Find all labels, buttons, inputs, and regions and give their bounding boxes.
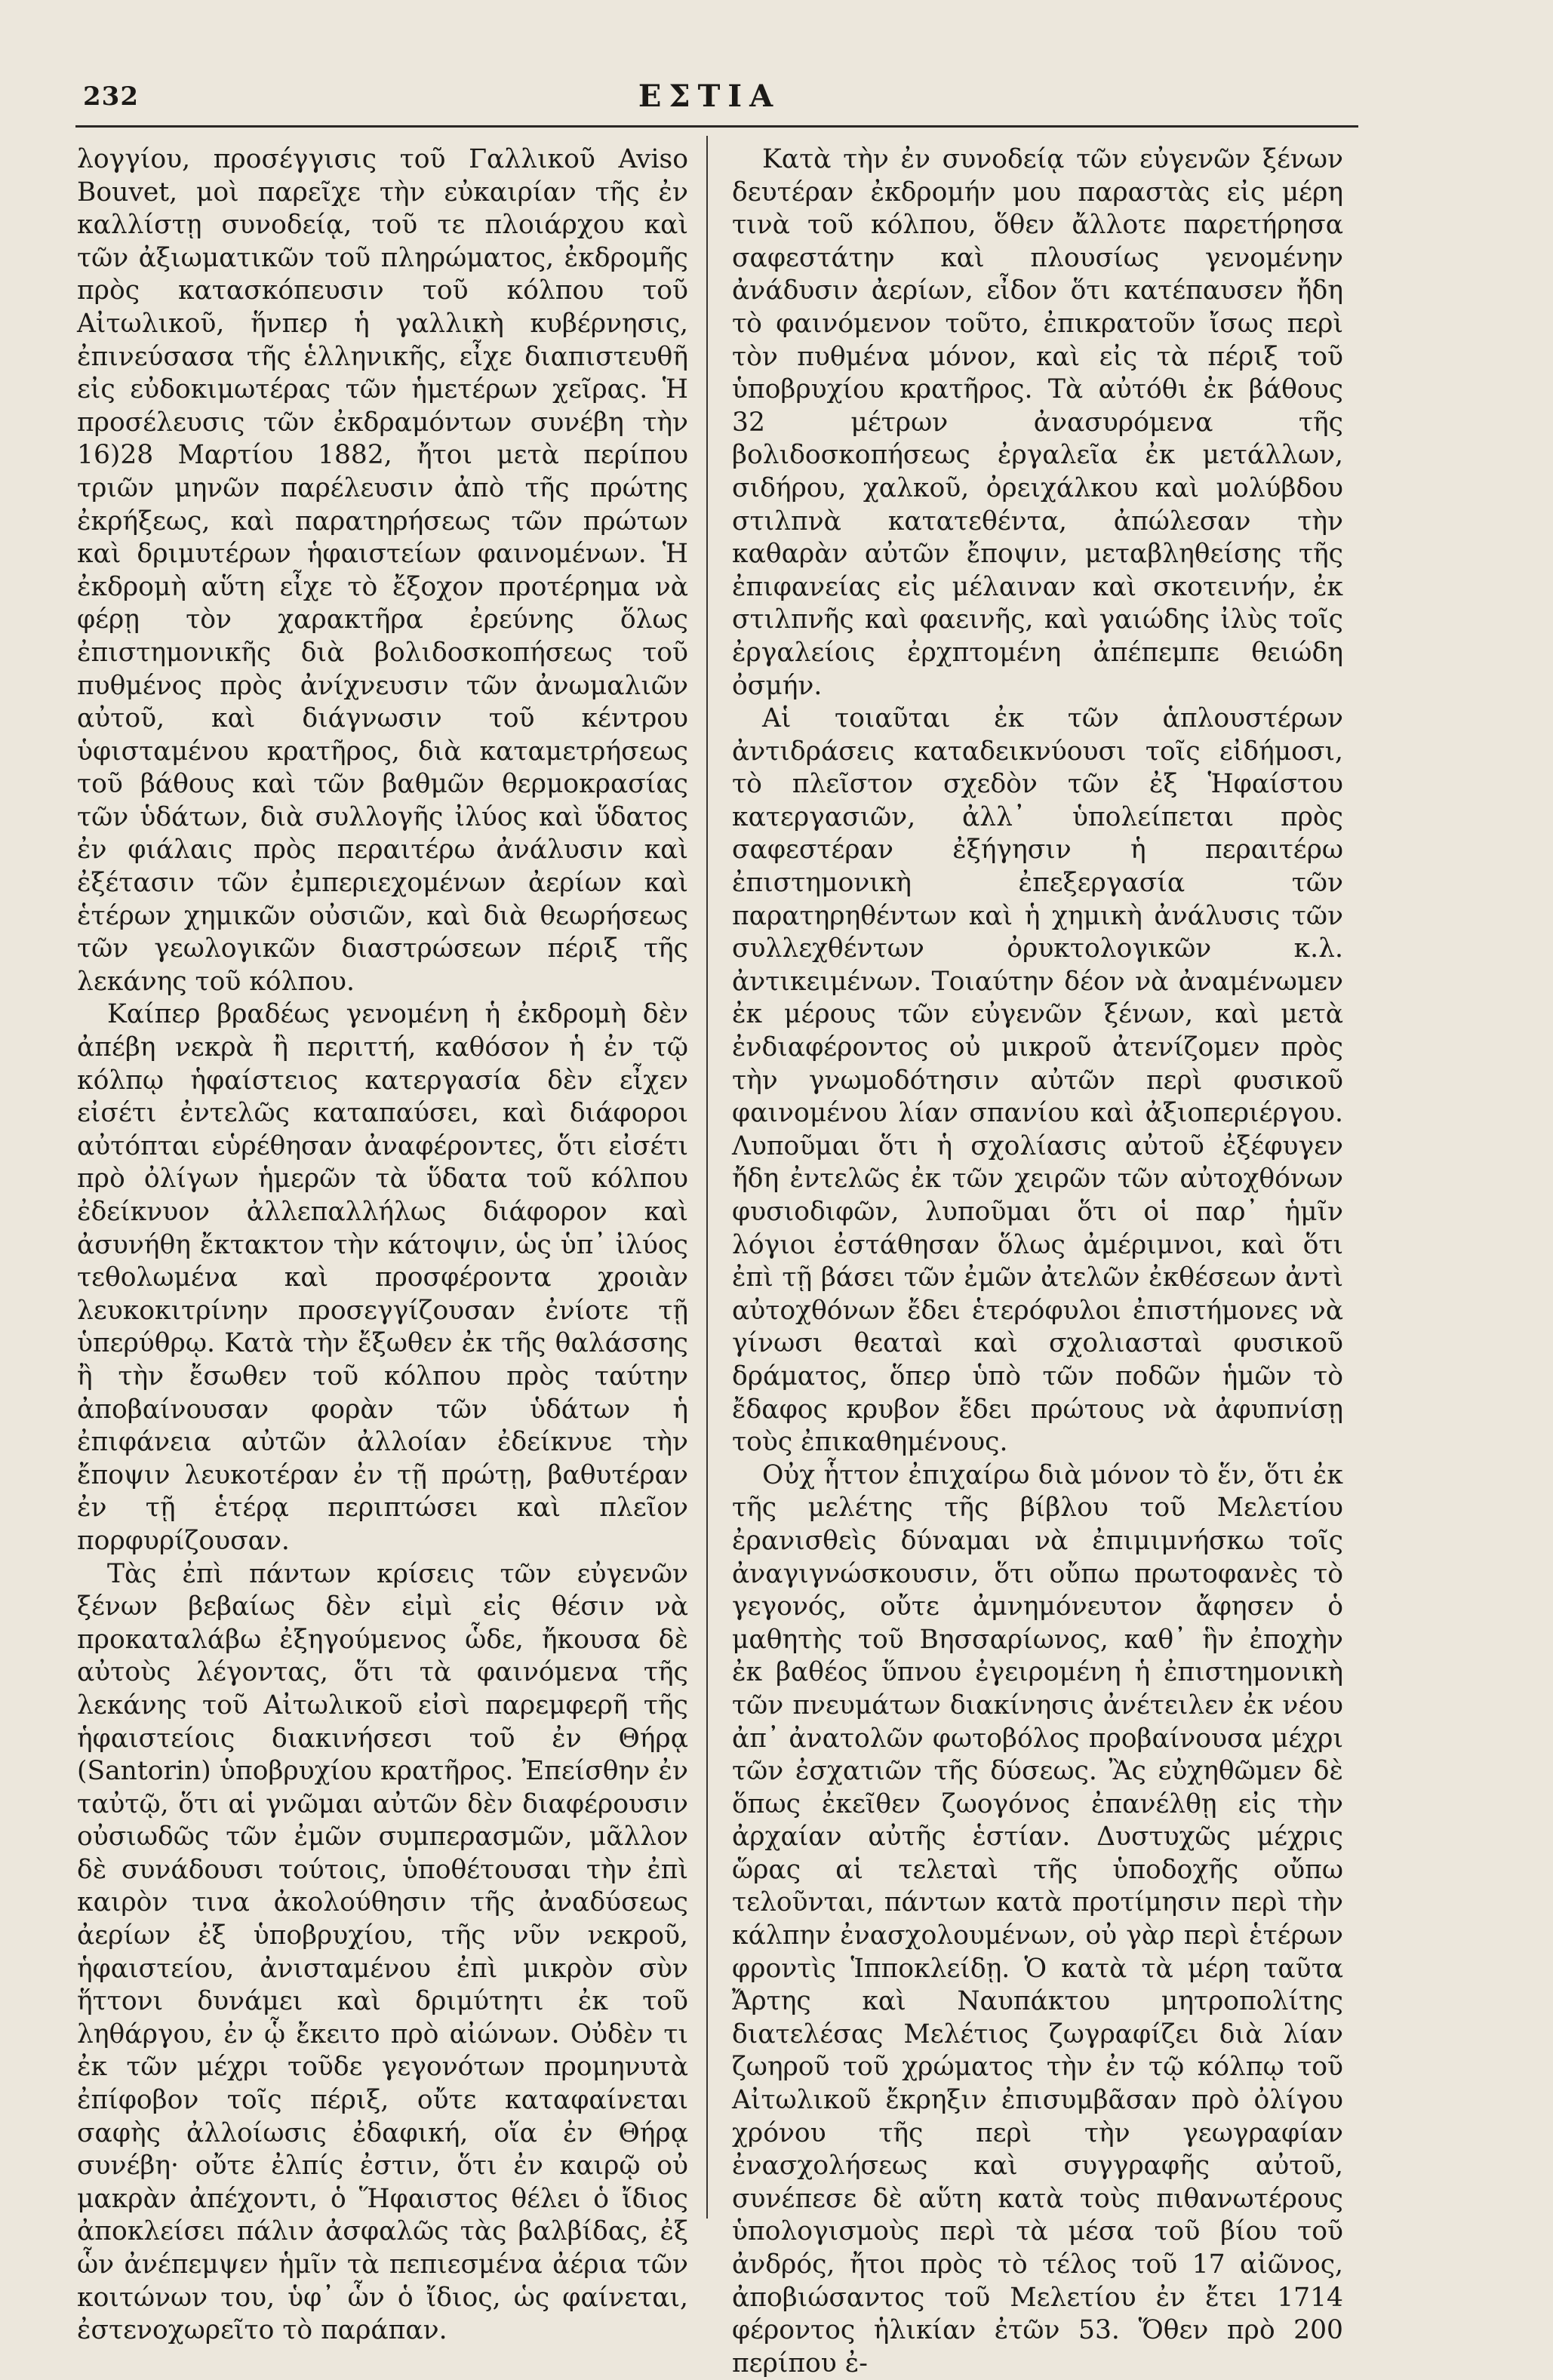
paragraph: Τὰς ἐπὶ πάντων κρίσεις τῶν εὐγενῶν ξένων βεβαίως δὲν εἰμὶ εἰς θέσιν νὰ προκαταλάβω ἐξηγούμενος ὧδε, ἤκουσα δὲ αὐτοὺς λέγοντας, ὅτι τὰ φαινόμενα τῆς λεκάνης τοῦ Αἰτωλικοῦ εἰσὶ παρεμφερῆ τῆς ἡφαιστείοις διακινήσεσι τοῦ ἐν Θήρᾳ (Santorin) ὑποβρυχίου κρατῆρος. Ἐπείσθην ἐν ταὐτῷ, ὅτι αἱ γνῶμαι αὐτῶν δὲν διαφέρουσιν οὐσιωδῶς τῶν ἐμῶν συμπερασμῶν, μᾶλλον δὲ συνάδουσι τούτοις, ὑποθέτουσαι τὴν ἐπὶ καιρὸν τινα ἀκολούθησιν τῆς ἀναδύσεως ἀερίων ἐξ ὑποβρυχίου, τῆς νῦν νεκροῦ, ἡφαιστείου, ἀνισταμένου ἐπὶ μικρὸν σὺν ἥττονι δυνάμει καὶ δριμύτητι ἐκ τοῦ ληθάργου, ἐν ᾧ ἔκειτο πρὸ αἰώνων. Οὐδὲν τι ἐκ τῶν μέχρι τοῦδε γεγονότων προμηνυτὰ ἐπίφοβον τοῖς πέριξ, οὔτε καταφαίνεται σαφὴς ἀλλοίωσις ἐδαφική, οἵα ἐν Θήρᾳ συνέβη· οὔτε ἐλπίς ἐστιν, ὅτι ἐν καιρῷ οὐ μακρὰν ἀπέχοντι, ὁ Ἥφαιστος θέλει ὁ ἴδιος ἀποκλείσει πάλιν ἀσφαλῶς τὰς βαλβίδας, ἐξ ὧν ἀνέπεμψεν ἡμῖν τὰ πεπιεσμένα ἀέρια τῶν κοιτώνων του, ὑφ᾽ ὧν ὁ ἴδιος, ὡς φαίνεται, ἐστενοχωρεῖτο τὸ παράπαν. <box>77 1558 688 2346</box>
paragraph: Κατὰ τὴν ἐν συνοδείᾳ τῶν εὐγενῶν ξένων δευτέραν ἐκδρομήν μου παραστὰς εἰς μέρη τινὰ τοῦ κόλπου, ὅθεν ἄλλοτε παρετήρησα σαφεστάτην καὶ πλουσίως γενομένην ἀνάδυσιν ἀερίων, εἶδον ὅτι κατέπαυσεν ἤδη τὸ φαινόμενον τοῦτο, ἐπικρατοῦν ἴσως περὶ τὸν πυθμένα μόνον, καὶ εἰς τὰ πέριξ τοῦ ὑποβρυχίου κρατῆρος. Τὰ αὐτόθι ἐκ βάθους 32 μέτρων ἀνασυρόμενα τῆς βολιδοσκοπήσεως ἐργαλεῖα ἐκ μετάλλων, σιδήρου, χαλκοῦ, ὀρειχάλκου καὶ μολύβδου στιλπνὰ κατατεθέντα, ἀπώλεσαν τὴν καθαρὰν αὐτῶν ἔποψιν, μεταβληθείσης τῆς ἐπιφανείας εἰς μέλαιναν καὶ σκοτεινήν, ἐκ στιλπνῆς καὶ φαεινῆς, καὶ γαιώδης ἰλὺς τοῖς ἐργαλείοις ἐρχπτομένη ἀπέπεμπε θειώδη ὀσμήν. <box>732 144 1343 701</box>
paragraph: Οὐχ ἧττον ἐπιχαίρω διὰ μόνον τὸ ἕν, ὅτι ἐκ τῆς μελέτης τῆς βίβλου τοῦ Μελετίου ἐρανισθεὶς δύναμαι νὰ ἐπιμιμνήσκω τοῖς ἀναγιγνώσκουσιν, ὅτι οὔπω πρωτοφανὲς τὸ γεγονός, οὔτε ἀμνημόνευτον ἄφησεν ὁ μαθητὴς τοῦ Βησσαρίωνος, καθ᾽ ἣν ἐποχὴν ἐκ βαθέος ὕπνου ἐγειρομένη ἡ ἐπιστημονικὴ τῶν πνευμάτων διακίνησις ἀνέτειλεν ἐκ νέου ἀπ᾽ ἀνατολῶν φωτοβόλος προβαίνουσα μέχρι τῶν ἐσχατιῶν τῆς δύσεως. Ἂς εὐχηθῶμεν δὲ ὅπως ἐκεῖθεν ζωογόνος ἐπανέλθῃ εἰς τὴν ἀρχαίαν αὐτῆς ἑστίαν. Δυστυχῶς μέχρις ὥρας αἱ τελεταὶ τῆς ὑποδοχῆς οὔπω τελοῦνται, πάντων κατὰ προτίμησιν περὶ τὴν κάλπην ἐνασχολουμένων, οὐ γὰρ περὶ ἑτέρων φροντὶς Ἱπποκλείδῃ. Ὁ κατὰ τὰ μέρη ταῦτα Ἄρτης καὶ Ναυπάκτου μητροπολίτης διατελέσας Μελέτιος ζωγραφίζει διὰ λίαν ζωηροῦ τοῦ χρώματος τὴν ἐν τῷ κόλπῳ τοῦ Αἰτωλικοῦ ἔκρηξιν ἐπισυμβᾶσαν πρὸ ὀλίγου χρόνου τῆς περὶ τὴν γεωγραφίαν ἐνασχολήσεως καὶ συγγραφῆς αὐτοῦ, συνέπεσε δὲ αὕτη κατὰ τοὺς πιθανωτέρους ὑπολογισμοὺς περὶ τὰ μέσα τοῦ βίου τοῦ ἀνδρός, ἤτοι πρὸς τὸ τέλος τοῦ 17 αἰῶνος, ἀποβιώσαντος τοῦ Μελετίου ἐν ἔτει 1714 φέροντος ἡλικίαν ἐτῶν 53. Ὅθεν πρὸ 200 περίπου ἐ- <box>732 1459 1343 2378</box>
right-column <box>732 143 1343 2378</box>
paragraph: Καίπερ βραδέως γενομένη ἡ ἐκδρομὴ δὲν ἀπέβη νεκρὰ ἢ περιττή, καθόσον ἡ ἐν τῷ κόλπῳ ἡφαίστειος κατεργασία δὲν εἶχεν εἰσέτι ἐντελῶς καταπαύσει, καὶ διάφοροι αὐτόπται εὑρέθησαν ἀναφέροντες, ὅτι εἰσέτι πρὸ ὀλίγων ἡμερῶν τὰ ὕδατα τοῦ κόλπου ἐδείκνυον ἀλλεπαλλήλως διάφορον καὶ ἀσυνήθη ἔκτακτον τὴν κάτοψιν, ὡς ὑπ᾽ ἰλύος τεθολωμένα καὶ προσφέροντα χροιὰν λευκοκιτρίνην προσεγγίζουσαν ἐνίοτε τῇ ὑπερύθρῳ. Κατὰ τὴν ἔξωθεν ἐκ τῆς θαλάσσης ἢ τὴν ἔσωθεν τοῦ κόλπου πρὸς ταύτην ἀποβαίνουσαν φορὰν τῶν ὑδάτων ἡ ἐπιφάνεια αὐτῶν ἀλλοίαν ἐδείκνυε τὴν ἔποψιν λευκοτέραν ἐν τῇ πρώτῃ, βαθυτέραν ἐν τῇ ἑτέρᾳ περιπτώσει καὶ πλεῖον πορφυρίζουσαν. <box>77 999 688 1556</box>
left-column <box>77 143 688 2346</box>
column-divider <box>706 136 708 2219</box>
page-header <box>75 75 1343 128</box>
running-title: ΕΣΤΙΑ <box>638 78 781 114</box>
header-rule <box>75 125 1358 128</box>
page-number: 232 <box>83 81 139 112</box>
paragraph: Αἱ τοιαῦται ἐκ τῶν ἁπλουστέρων ἀντιδράσεις καταδεικνύουσι τοῖς εἰδήμοσι, τὸ πλεῖστον σχεδὸν τῶν ἐξ Ἡφαίστου κατεργασιῶν, ἀλλ᾽ ὑπολείπεται πρὸς σαφεστέραν ἐξήγησιν ἡ περαιτέρω ἐπιστημονικὴ ἐπεξεργασία τῶν παρατηρηθέντων καὶ ἡ χημικὴ ἀνάλυσις τῶν συλλεχθέντων ὀρυκτολογικῶν κ.λ. ἀντικειμένων. Τοιαύτην δέον νὰ ἀναμένωμεν ἐκ μέρους τῶν εὐγενῶν ξένων, καὶ μετὰ ἐνδιαφέροντος οὐ μικροῦ ἀτενίζομεν πρὸς τὴν γνωμοδότησιν αὐτῶν περὶ φυσικοῦ φαινομένου λίαν σπανίου καὶ ἀξιοπεριέργου. Λυποῦμαι ὅτι ἡ σχολίασις αὐτοῦ ἐξέφυγεν ἤδη ἐντελῶς ἐκ τῶν χειρῶν τῶν αὐτοχθόνων φυσιοδιφῶν, λυποῦμαι ὅτι οἱ παρ᾽ ἡμῖν λόγιοι ἐστάθησαν ὅλως ἀμέριμνοι, καὶ ὅτι ἐπὶ τῇ βάσει τῶν ἐμῶν ἀτελῶν ἐκθέσεων ἀντὶ αὐτοχθόνων ἔδει ἑτερόφυλοι ἐπιστήμονες νὰ γίνωσι θεαταὶ καὶ σχολιασταὶ φυσικοῦ δράματος, ὅπερ ὑπὸ τῶν ποδῶν ἡμῶν τὸ ἔδαφος κρυβον ἔδει πρώτους νὰ ἀφυπνίσῃ τοὺς ἐπικαθημένους. <box>732 703 1343 1458</box>
paragraph: λογγίου, προσέγγισις τοῦ Γαλλικοῦ Aviso Bouvet, μοὶ παρεῖχε τὴν εὐκαιρίαν τῆς ἐν καλλίστῃ συνοδείᾳ, τοῦ τε πλοιάρχου καὶ τῶν ἀξιωματικῶν τοῦ πληρώματος, ἐκδρομῆς πρὸς κατασκόπευσιν τοῦ κόλπου τοῦ Αἰτωλικοῦ, ἥνπερ ἡ γαλλικὴ κυβέρνησις, ἐπινεύσασα τῆς ἑλληνικῆς, εἶχε διαπιστευθῆ εἰς εὐδοκιμωτέρας τῶν ἡμετέρων χεῖρας. Ἡ προσέλευσις τῶν ἐκδραμόντων συνέβη τὴν 16)28 Μαρτίου 1882, ἤτοι μετὰ περίπου τριῶν μηνῶν παρέλευσιν ἀπὸ τῆς πρώτης ἐκρήξεως, καὶ παρατηρήσεως τῶν πρώτων καὶ δριμυτέρων ἡφαιστείων φαινομένων. Ἡ ἐκδρομὴ αὕτη εἶχε τὸ ἔξοχον προτέρημα νὰ φέρῃ τὸν χαρακτῆρα ἐρεύνης ὅλως ἐπιστημονικῆς διὰ βολιδοσκοπήσεως τοῦ πυθμένος πρὸς ἀνίχνευσιν τῶν ἀνωμαλιῶν αὐτοῦ, καὶ διάγνωσιν τοῦ κέντρου ὑφισταμένου κρατῆρος, διὰ καταμετρήσεως τοῦ βάθους καὶ τῶν βαθμῶν θερμοκρασίας τῶν ὑδάτων, διὰ συλλογῆς ἰλύος καὶ ὕδατος ἐν φιάλαις πρὸς περαιτέρω ἀνάλυσιν καὶ ἐξέτασιν τῶν ἐμπεριεχομένων ἀερίων καὶ ἑτέρων χημικῶν οὐσιῶν, καὶ διὰ θεωρήσεως τῶν γεωλογικῶν διαστρώσεων πέριξ τῆς λεκάνης τοῦ κόλπου. <box>77 144 688 997</box>
